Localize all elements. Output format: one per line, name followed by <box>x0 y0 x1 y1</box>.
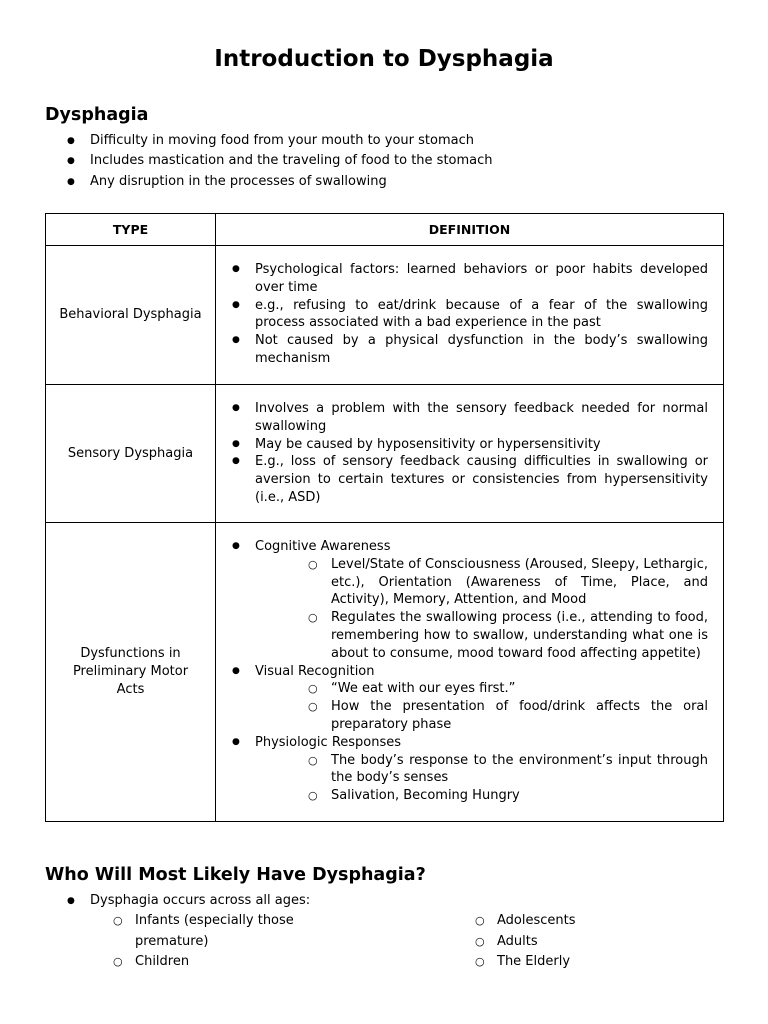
definition-item: ● E.g., loss of sensory feedback causing difficulties in swallowing or aversion to certain textures or consistencies from hypersensitivity (i.e., ASD) <box>230 453 708 506</box>
list-item: ● Difficulty in moving food from your mouth to your stomach <box>45 131 493 151</box>
age-group-item: ○ The Elderly <box>475 952 675 973</box>
definition-subitem: ○ How the presentation of food/drink affects the oral preparatory phase <box>255 698 708 734</box>
age-groups-right <box>475 911 675 973</box>
dysphagia-bullet-list <box>45 131 493 192</box>
definition-item: ● Psychological factors: learned behaviors or poor habits developed over time <box>230 261 708 297</box>
table-row <box>46 523 724 822</box>
who-bullet-list <box>45 891 310 911</box>
type-cell: Sensory Dysphagia <box>46 385 216 523</box>
definition-cell <box>216 246 724 385</box>
age-group-item: ○ Adolescents <box>475 911 675 932</box>
definition-subitem: ○ Regulates the swallowing process (i.e., attending to food, remembering how to swallow, understanding what one is about to consume, mood toward food affecting appetite) <box>255 609 708 662</box>
list-item: ● Includes mastication and the traveling of food to the stomach <box>45 151 493 171</box>
list-item: ● Any disruption in the processes of swallowing <box>45 172 493 192</box>
table-header-row <box>46 214 724 246</box>
definition-item-label: Visual Recognition <box>255 663 375 679</box>
definition-item <box>230 538 708 663</box>
definition-item: ● e.g., refusing to eat/drink because of a fear of the swallowing process associated with a bad experience in the past <box>230 297 708 333</box>
dysphagia-types-table <box>45 213 724 822</box>
age-group-item: ○ Infants (especially those premature) <box>113 911 303 952</box>
definition-subitem: ○ Level/State of Consciousness (Aroused, Sleepy, Lethargic, etc.), Orientation (Awareness of Time, Place, and Activity), Memory, Attention, and Mood <box>255 556 708 609</box>
page-title: Introduction to Dysphagia <box>214 46 554 72</box>
definition-cell <box>216 523 724 822</box>
definition-item: ● Not caused by a physical dysfunction in the body’s swallowing mechanism <box>230 332 708 368</box>
table-row <box>46 385 724 523</box>
section-heading-dysphagia: Dysphagia <box>45 105 149 125</box>
age-groups-left <box>113 911 303 973</box>
definition-item-label: Physiologic Responses <box>255 734 402 750</box>
definition-subitem: ○ “We eat with our eyes first.” <box>255 680 708 698</box>
type-cell: Behavioral Dysphagia <box>46 246 216 385</box>
section-heading-who: Who Will Most Likely Have Dysphagia? <box>45 865 426 885</box>
definition-item: ● May be caused by hyposensitivity or hypersensitivity <box>230 436 708 454</box>
list-item: ● Dysphagia occurs across all ages: <box>45 891 310 911</box>
type-cell: Dysfunctions in Preliminary Motor Acts <box>46 523 216 822</box>
definition-item <box>230 734 708 805</box>
definition-cell <box>216 385 724 523</box>
age-group-item: ○ Adults <box>475 932 675 953</box>
age-group-item: ○ Children <box>113 952 303 973</box>
column-header-type: TYPE <box>46 214 216 246</box>
definition-subitem: ○ Salivation, Becoming Hungry <box>255 787 708 805</box>
definition-item-label: Cognitive Awareness <box>255 539 391 554</box>
column-header-definition: DEFINITION <box>216 214 724 246</box>
table-row <box>46 246 724 385</box>
definition-subitem: ○ The body’s response to the environment’s input through the body’s senses <box>255 752 708 788</box>
definition-item: ● Involves a problem with the sensory feedback needed for normal swallowing <box>230 400 708 436</box>
definition-item <box>230 663 708 734</box>
